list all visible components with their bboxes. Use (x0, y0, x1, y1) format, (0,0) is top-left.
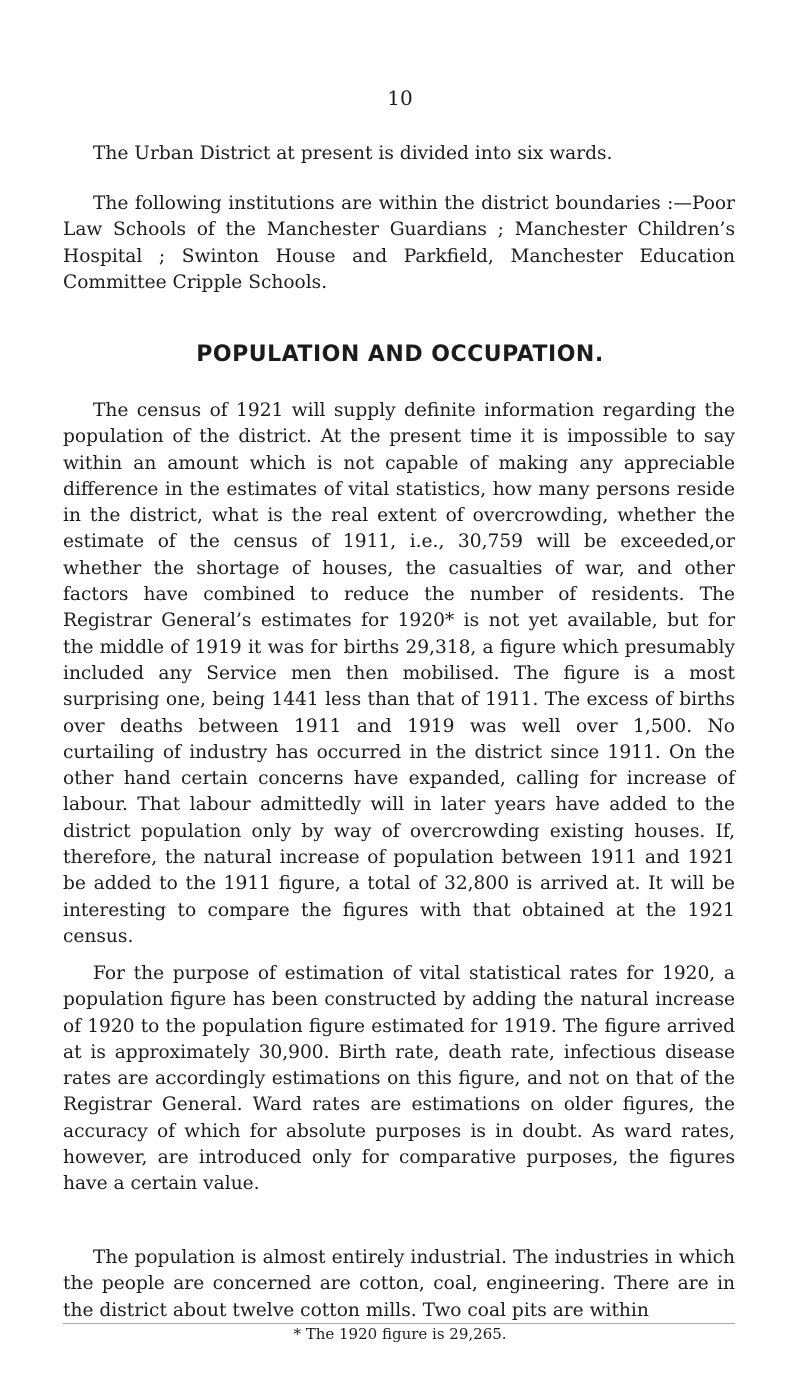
paragraph-industry: The population is almost entirely industrial. The industries in which the people are concerned are cotton, coal, engineering. There are in the district about twelve cotton mills. Two coal pits are within (63, 1247, 735, 1321)
paragraph-institutions: The following institutions are within the district boundaries :—Poor Law Schools of the Manchester Guardians ; Manchester Children’s Hospital ; Swinton House and Parkfield, Manchester Education Committee Cripple Schools. (63, 193, 735, 293)
page-number: 10 (387, 86, 413, 110)
paragraph-census: The census of 1921 will supply definite information regarding the population of the district. At the present time it is impossible to say within an amount which is not capable of making any appreciable difference in the estimates of vital statistics, how many persons reside in the district, what is the real extent of overcrowding, whether the estimate of the census of 1911, i.e., 30,759 will be exceeded,or whether the shortage of houses, the casualties of war, and other factors have combined to reduce the number of residents. The Registrar General’s estimates for 1920* is not yet available, but for the middle of 1919 it was for births 29,318, a figure which presumably included any Service men then mobilised. The figure is a most surprising one, being 1441 less than that of 1911. The excess of births over deaths between 1911 and 1919 was well over 1,500. No curtailing of industry has occurred in the district since 1911. On the other hand certain concerns have expanded, calling for increase of labour. That labour admittedly will in later years have added to the district population only by way of overcrowding existing houses. If, therefore, the natural increase of population between 1911 and 1921 be added to the 1911 figure, a total of 32,800 is arrived at. It will be interesting to compare the figures with that obtained at the 1921 census. (63, 400, 735, 947)
footnote: * The 1920 figure is 29,265. (293, 1325, 507, 1343)
footnote-rule (63, 1323, 735, 1324)
paragraph-estimation: For the purpose of estimation of vital statistical rates for 1920, a population figure has been constructed by adding the natural increase of 1920 to the population figure estimated for 1919. The figure arrived at is approximately 30,900. Birth rate, death rate, infectious disease rates are accordingly estimations on this figure, and not on that of the Registrar General. Ward rates are estimations on older figures, the accuracy of which for absolute purposes is in doubt. As ward rates, however, are introduced only for comparative purposes, the figures have a certain value. (63, 963, 735, 1195)
section-heading: POPULATION AND OCCUPATION. (196, 342, 604, 367)
paragraph-wards: The Urban District at present is divided into six wards. (93, 143, 613, 164)
